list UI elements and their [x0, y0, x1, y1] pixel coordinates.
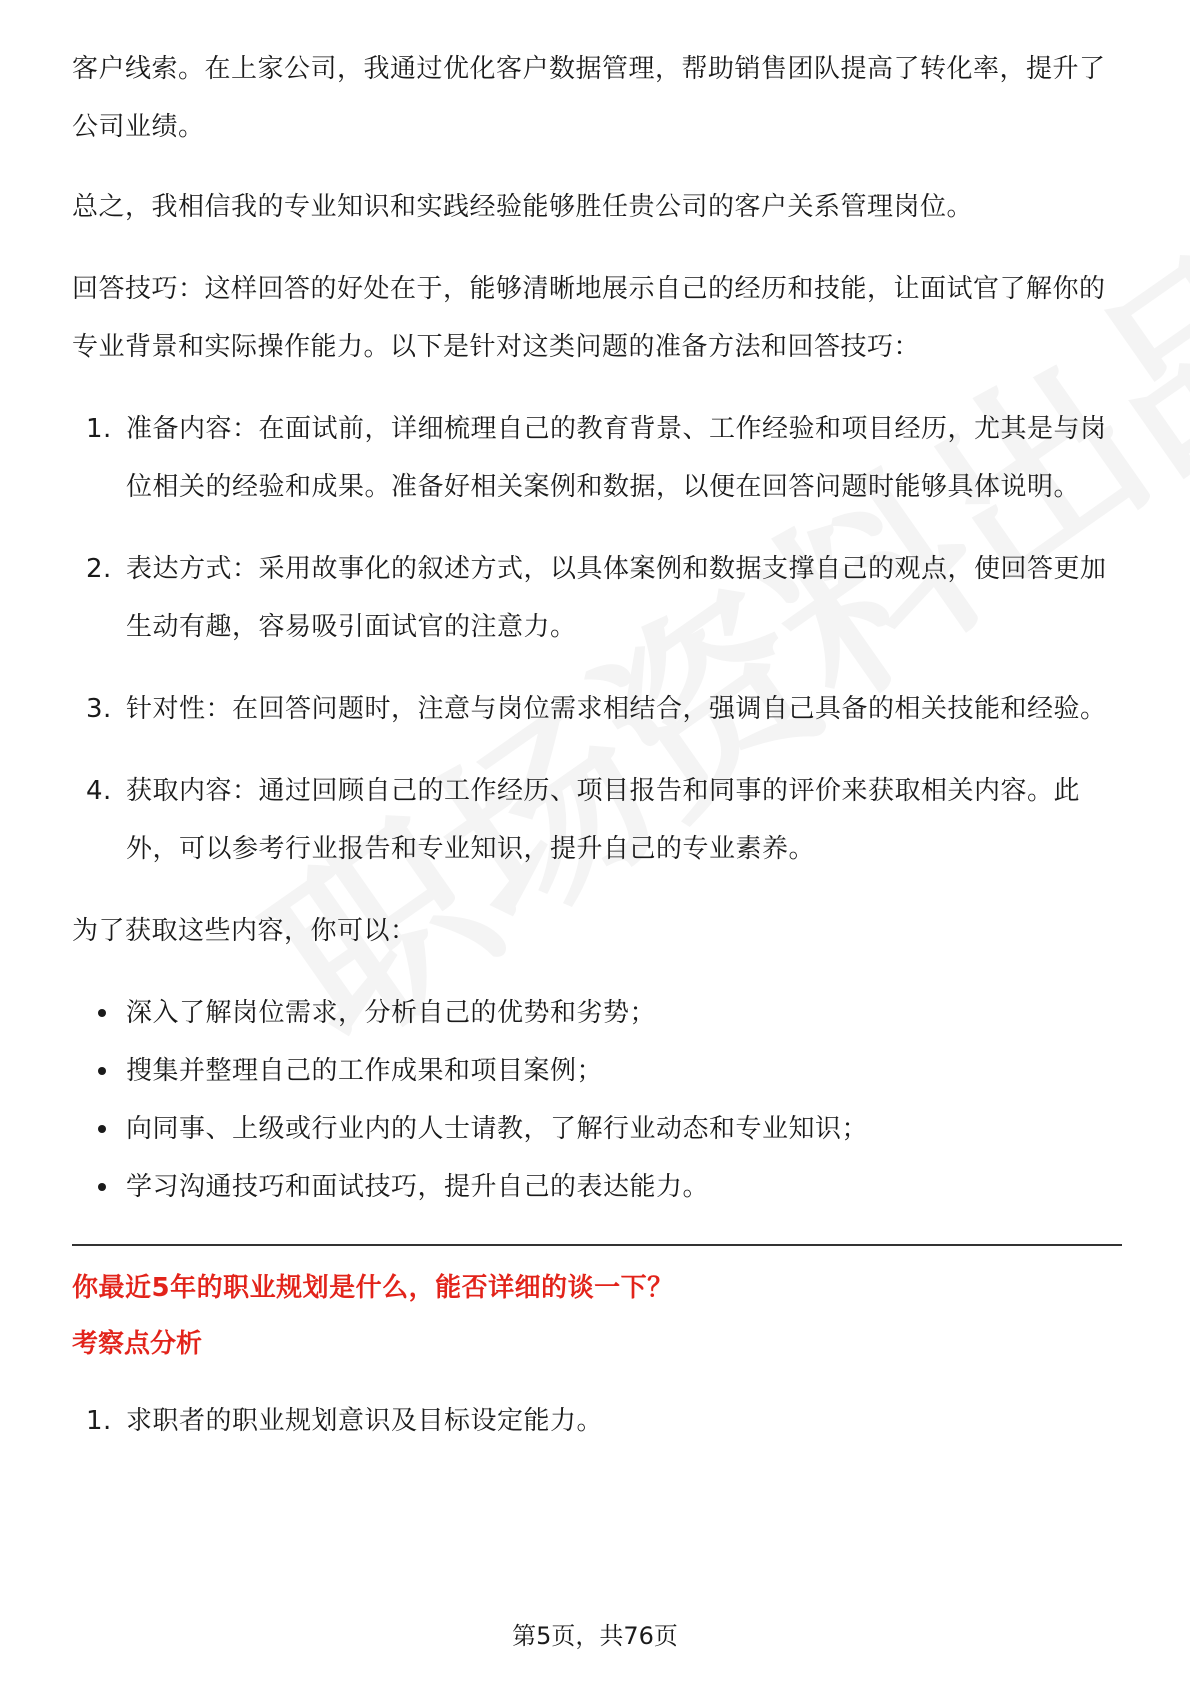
- bullet-dot-icon: [98, 1009, 106, 1017]
- document-page: [72, 40, 1122, 1474]
- list-item: [72, 762, 1122, 878]
- bullet-dot-icon: [98, 1067, 106, 1075]
- bullet-list: [72, 984, 1122, 1216]
- bullet-text: 向同事、上级或行业内的人士请教，了解行业动态和专业知识；: [126, 1114, 869, 1144]
- list-item-text: 针对性：在回答问题时，注意与岗位需求相结合，强调自己具备的相关技能和经验。: [126, 694, 1107, 724]
- analysis-list: [72, 1392, 1122, 1450]
- bullet-text: 搜集并整理自己的工作成果和项目案例；: [126, 1056, 604, 1086]
- analysis-heading: 考察点分析: [72, 1329, 203, 1359]
- paragraph-1: 客户线索。在上家公司，我通过优化客户数据管理，帮助销售团队提高了转化率，提升了公司业绩。: [72, 54, 1106, 142]
- bullet-item: [72, 1100, 1122, 1158]
- list-item-text: 表达方式：采用故事化的叙述方式，以具体案例和数据支撑自己的观点，使回答更加生动有趣，容易吸引面试官的注意力。: [126, 554, 1107, 642]
- list-number: 2.: [86, 554, 112, 584]
- bullet-item: [72, 1042, 1122, 1100]
- list-item-text: 获取内容：通过回顾自己的工作经历、项目报告和同事的评价来获取相关内容。此外，可以参考行业报告和专业知识，提升自己的专业素养。: [126, 776, 1081, 864]
- list-item-text: 求职者的职业规划意识及目标设定能力。: [126, 1406, 604, 1436]
- list-item: [72, 400, 1122, 516]
- bullets-intro: 为了获取这些内容，你可以：: [72, 916, 417, 946]
- steps-list: [72, 400, 1122, 878]
- paragraph-2: 总之，我相信我的专业知识和实践经验能够胜任贵公司的客户关系管理岗位。: [72, 192, 974, 222]
- bullet-item: [72, 984, 1122, 1042]
- list-item: [72, 680, 1122, 738]
- list-item: [72, 1392, 1122, 1450]
- paragraph-3: 回答技巧：这样回答的好处在于，能够清晰地展示自己的经历和技能，让面试官了解你的专业背景和实际操作能力。以下是针对这类问题的准备方法和回答技巧：: [72, 274, 1106, 362]
- list-number: 1.: [86, 1406, 112, 1436]
- list-number: 4.: [86, 776, 112, 806]
- list-item: [72, 540, 1122, 656]
- question-heading: 你最近5年的职业规划是什么，能否详细的谈一下？: [72, 1273, 674, 1303]
- list-number: 1.: [86, 414, 112, 444]
- bullet-item: [72, 1158, 1122, 1216]
- bullet-text: 学习沟通技巧和面试技巧，提升自己的表达能力。: [126, 1172, 710, 1202]
- section-divider: [72, 1244, 1122, 1246]
- list-number: 3.: [86, 694, 112, 724]
- page-footer: 第5页，共76页: [512, 1622, 678, 1650]
- bullet-dot-icon: [98, 1183, 106, 1191]
- bullet-text: 深入了解岗位需求，分析自己的优势和劣势；: [126, 998, 657, 1028]
- bullet-dot-icon: [98, 1125, 106, 1133]
- list-item-text: 准备内容：在面试前，详细梳理自己的教育背景、工作经验和项目经历，尤其是与岗位相关的经验和成果。准备好相关案例和数据，以便在回答问题时能够具体说明。: [126, 414, 1107, 502]
